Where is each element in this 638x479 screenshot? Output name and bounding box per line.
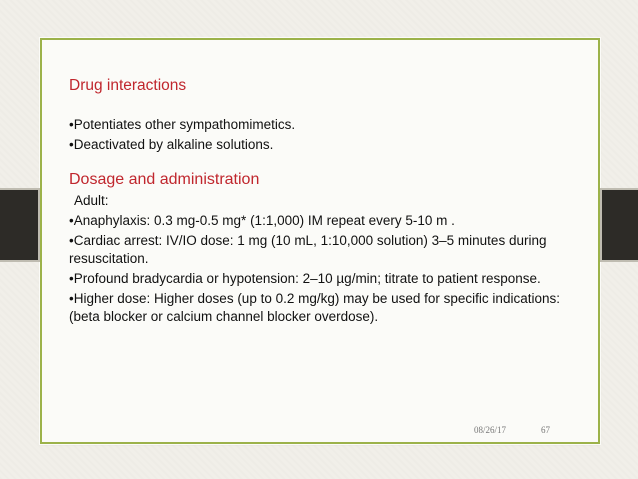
left-decorative-tab	[0, 188, 40, 262]
interaction-item: •Potentiates other sympathomimetics.	[69, 117, 296, 132]
interaction-item: •Deactivated by alkaline solutions.	[69, 137, 274, 152]
dosage-item: •Profound bradycardia or hypotension: 2–10 µg/min; titrate to patient response.	[69, 271, 541, 286]
dosage-item: •Higher dose: Higher doses (up to 0.2 mg/kg) may be used for specific indications: (beta blocker or calcium channel blocker overdose).	[69, 291, 560, 324]
drug-interactions-heading: Drug interactions	[69, 77, 187, 94]
footer-date: 08/26/17	[474, 425, 507, 435]
page-number: 67	[541, 425, 550, 435]
dosage-item: •Cardiac arrest: IV/IO dose: 1 mg (10 mL, 1:10,000 solution) 3–5 minutes during resuscitation.	[69, 233, 547, 266]
dosage-item: •Anaphylaxis: 0.3 mg-0.5 mg* (1:1,000) IM repeat every 5-10 m .	[69, 213, 455, 228]
slide-content	[69, 76, 589, 328]
adult-label: Adult:	[74, 193, 109, 208]
dosage-heading: Dosage and administration	[69, 171, 260, 188]
right-decorative-tab	[600, 188, 638, 262]
